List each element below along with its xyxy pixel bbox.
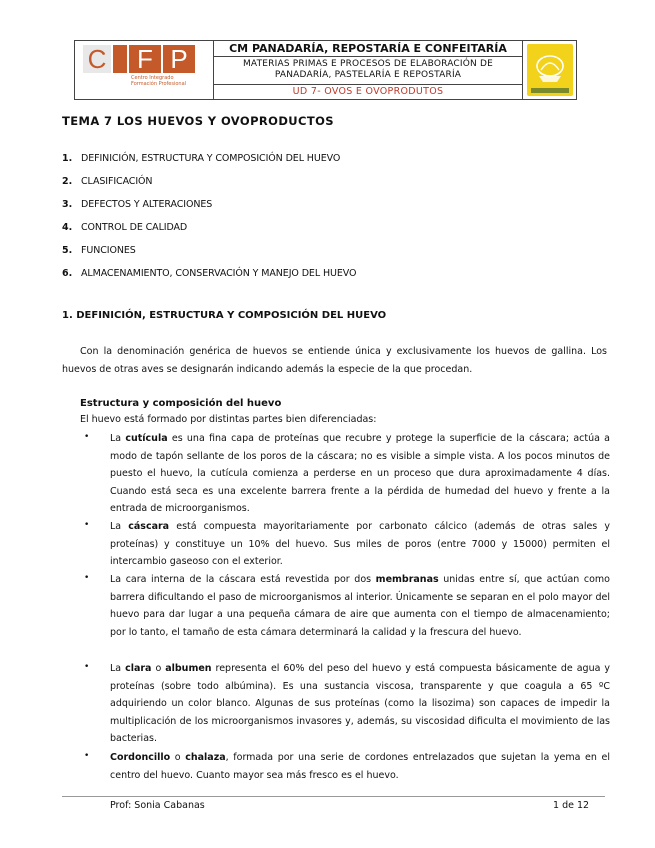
toc-item: 4. CONTROL DE CALIDAD (62, 222, 188, 233)
course-title: CM PANADARÍA, REPOSTARÍA E CONFEITARÍA (214, 41, 522, 57)
bullet-cascara: La cáscara está compuesta mayoritariamente por carbonato cálcico (además de otras sales y proteínas) y constituye un 10% del huevo. Sus miles de poros (entre 7000 y 15000) permiten el intercambio gaseoso con el exterior. (110, 521, 610, 567)
subheading-intro: El huevo está formado por distintas partes bien diferenciadas: (80, 414, 377, 425)
intro-paragraph: Con la denominación genérica de huevos se entiende única y exclusivamente los huevos de gallina. Los huevos de otras aves se designarán indicando además la especie de la que procedan. (62, 346, 607, 375)
toc-item: 6. ALMACENAMIENTO, CONSERVACIÓN Y MANEJO DEL HUEVO (62, 268, 357, 279)
header-table (74, 40, 577, 100)
bullet-marker: • (84, 662, 90, 672)
footer-page-number: 1 de 12 (553, 800, 590, 811)
footer-author: Prof: Sonia Cabanas (110, 800, 205, 811)
bullet-cuticula: La cutícula es una fina capa de proteínas que recubre y protege la superficie de la cáscara; actúa a modo de tapón sellante de los poros de la cáscara; no es visible a simple vista. A los pocos minutos de puesto el huevo, la cutícula comienza a perderse en un proceso que dura aproximadamente 4 días. Cuando está seca es una excelente barrera frente a la pérdida de humedad del huevo y frente a la entrada de microorganismos. (110, 433, 610, 514)
module-title: MATERIAS PRIMAS E PROCESOS DE ELABORACIÓN DE PANADARÍA, PASTELARÍA E REPOSTARÍA (214, 57, 522, 85)
header-titles (214, 41, 522, 99)
department-badge (522, 41, 576, 99)
bullet-clara: La clara o albumen representa el 60% del peso del huevo y está compuesta básicamente de agua y proteínas (sobre todo albúmina). Es una sustancia viscosa, transparente y que coagula a 65 ºC adquiriendo un color blanco. Algunas de sus proteínas (como la lisozima) son capaces de impedir la multiplicación de los microorganismos invasores y, además, su viscosidad dificulta el movimiento de las bacterias. (110, 663, 610, 744)
cifp-logo-mark: C F P (83, 45, 195, 73)
egg-bread-icon (527, 44, 573, 96)
bullet-marker: • (84, 751, 90, 761)
bullet-membranas: La cara interna de la cáscara está revestida por dos membranas unidas entre sí, que actúan como barrera dificultando el paso de microorganismos al interior. Únicamente se separan en el polo mayor del huevo para dar lugar a una pequeña cámara de aire que aumenta con el tiempo de almacenamiento; por lo tanto, el tamaño de esta cámara determinará la calidad y la frescura del huevo. (110, 574, 610, 638)
unit-title: UD 7- OVOS E OVOPRODUTOS (292, 86, 444, 97)
bullet-marker: • (84, 432, 90, 442)
section-heading: 1. DEFINICIÓN, ESTRUCTURA Y COMPOSICIÓN DEL HUEVO (62, 310, 387, 321)
footer-divider (62, 796, 605, 797)
bullet-chalaza: Cordoncillo o chalaza, formada por una serie de cordones entrelazados que sujetan la yema en el centro del huevo. Cuanto mayor sea más fresco es el huevo. (110, 752, 610, 781)
toc-item: 3. DEFECTOS Y ALTERACIONES (62, 199, 213, 210)
table-of-contents (62, 152, 582, 290)
cifp-logo (75, 41, 214, 99)
toc-item: 5. FUNCIONES (62, 245, 136, 256)
toc-item: 1. DEFINICIÓN, ESTRUCTURA Y COMPOSICIÓN DEL HUEVO (62, 153, 341, 164)
toc-item: 2. CLASIFICACIÓN (62, 176, 153, 187)
subheading: Estructura y composición del huevo (80, 398, 282, 409)
bullet-marker: • (84, 520, 90, 530)
bullet-marker: • (84, 573, 90, 583)
document-title: TEMA 7 LOS HUEVOS Y OVOPRODUCTOS (62, 114, 334, 128)
logo-subtitle: Centro Integrado Formación Profesional (131, 75, 187, 87)
